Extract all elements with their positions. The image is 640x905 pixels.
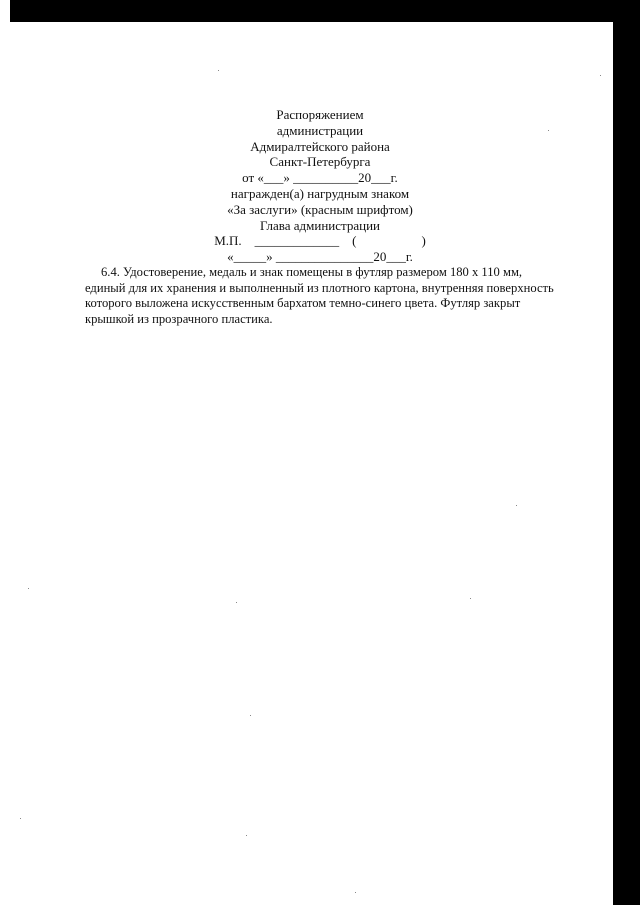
stamp-line-badge-name: «За заслуги» (красным шрифтом) [227, 201, 413, 217]
scan-edge-notch [0, 0, 10, 22]
scan-speck [548, 130, 549, 131]
paragraph-line: которого выложена искусственным бархатом темно-синего цвета. Футляр закрыт [85, 296, 521, 311]
scan-speck [28, 588, 29, 589]
stamp-line-administration: администрации [276, 122, 364, 138]
stamp-line-district: Адмиралтейского района [250, 138, 390, 154]
scan-edge-right [613, 0, 640, 905]
scan-speck [20, 818, 21, 819]
scan-speck [600, 75, 601, 76]
scan-speck [246, 835, 247, 836]
scan-speck [355, 892, 356, 893]
paragraph-line: единый для их хранения и выполненный из плотного картона, внутренняя поверхность [85, 280, 554, 295]
stamp-line-head: Глава администрации [259, 217, 380, 233]
stamp-line-order: Распоряжением [276, 107, 364, 122]
scan-edge-top [0, 0, 640, 22]
paragraph-6-4 [85, 265, 585, 327]
paragraph-line: 6.4. Удостоверение, медаль и знак помещены в футляр размером 180 х 110 мм, [101, 265, 523, 279]
stamp-line-city: Санкт-Петербурга [269, 154, 371, 170]
scan-speck [470, 598, 471, 599]
award-stamp-block [170, 107, 470, 265]
scan-speck [516, 505, 517, 506]
scan-speck [218, 70, 219, 71]
paragraph-line: крышкой из прозрачного пластика. [85, 311, 273, 326]
scan-speck [250, 715, 251, 716]
scan-speck [236, 602, 237, 603]
stamp-line-signature: М.П. _____________ ( ) [214, 233, 426, 249]
stamp-line-date: от «___» __________20___г. [242, 170, 398, 186]
stamp-line-awarded: награжден(а) нагрудным знаком [230, 185, 410, 201]
stamp-line-signature-date: «_____» _______________20___г. [227, 249, 413, 265]
